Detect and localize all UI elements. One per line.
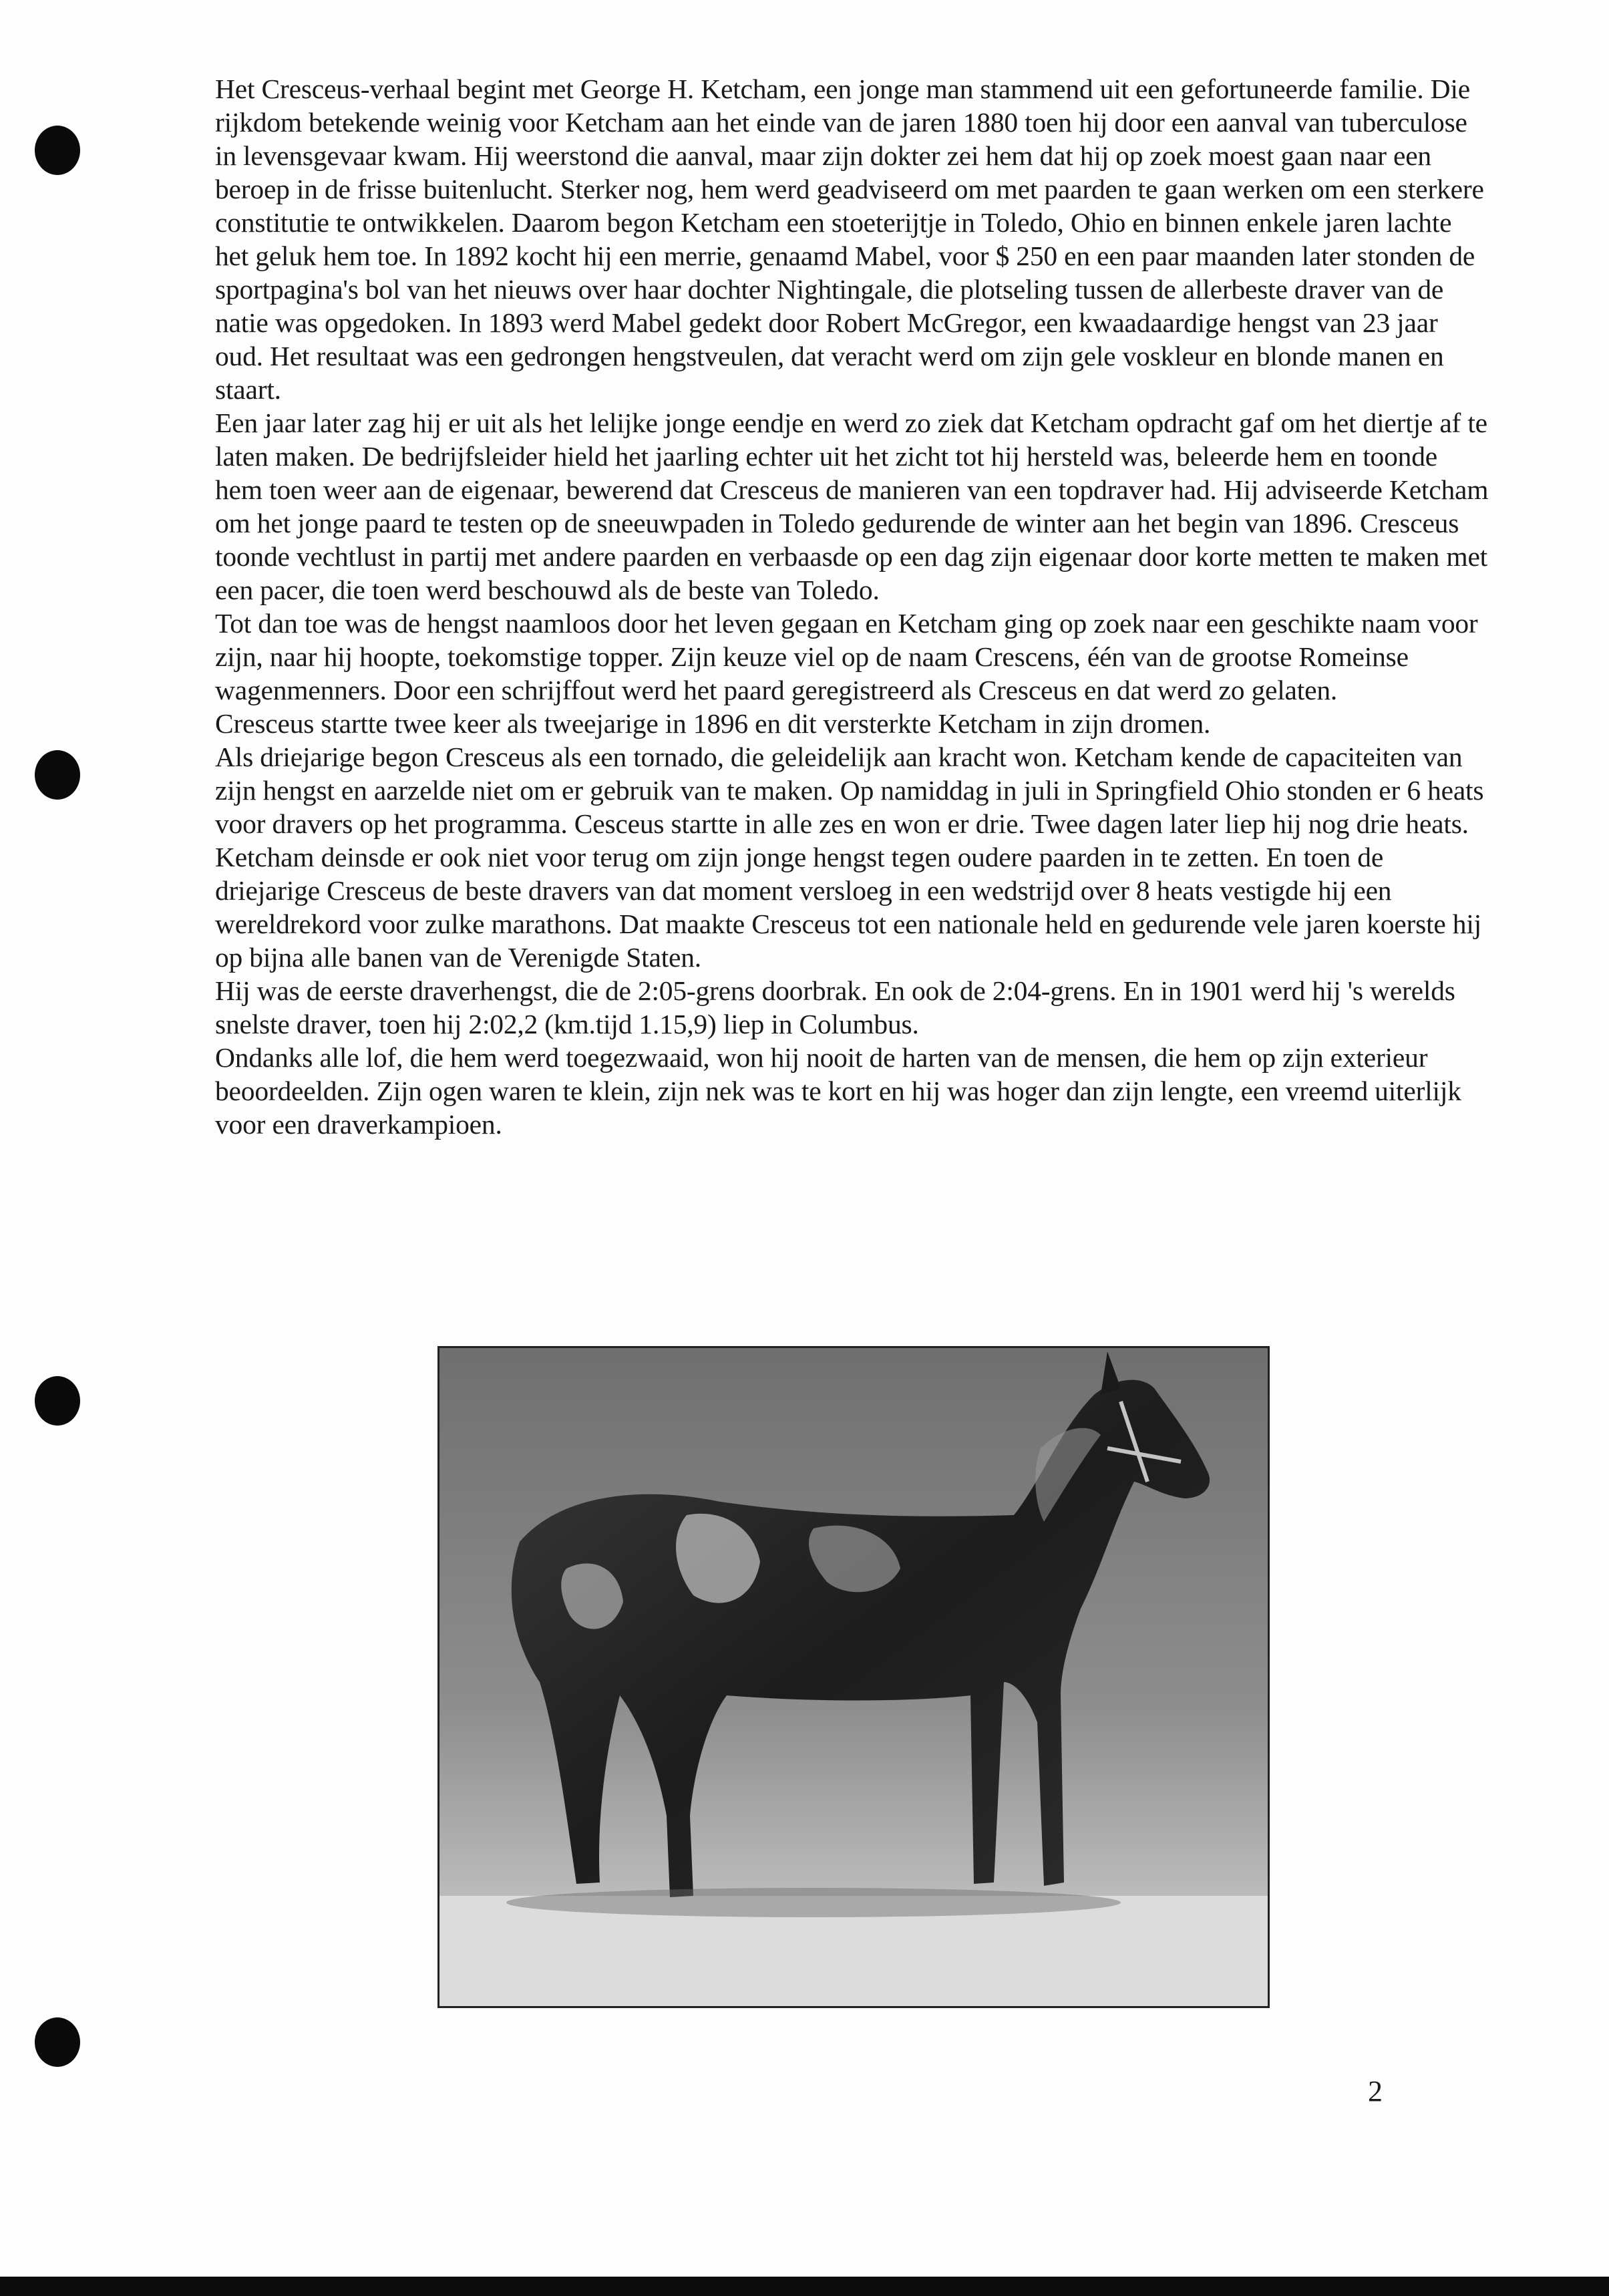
horse-icon <box>439 1348 1268 2006</box>
paragraph: Ondanks alle lof, die hem werd toegezwaaid, won hij nooit de harten van de mensen, die hem op zijn exterieur beoordeelden. Zijn ogen waren te klein, zijn nek was te kort en hij was hoger dan zijn lengte, een vreemd uiterlijk voor een draverkampioen. <box>215 1042 1461 1140</box>
paragraph: Hij was de eerste draverhengst, die de 2:05-grens doorbrak. En ook de 2:04-grens. En in 1901 werd hij 's werelds snelste draver, toen hij 2:02,2 (km.tijd 1.15,9) liep in Columbus. <box>215 975 1455 1039</box>
horse-photo <box>437 1346 1270 2008</box>
punch-hole <box>35 2017 80 2067</box>
paragraph: Als driejarige begon Cresceus als een tornado, die geleidelijk aan kracht won. Ketcham kende de capaciteiten van zijn hengst en aarzelde niet om er gebruik van te maken. Op namiddag in juli in Springfield Ohio stonden er 6 heats voor dravers op het programma. Cesceus startte in alle zes en won er drie. Twee dagen later liep hij nog drie heats. Ketcham deinsde er ook niet voor terug om zijn jonge hengst tegen oudere paarden in te zetten. En toen de driejarige Cresceus de beste dravers van dat moment versloeg in een wedstrijd over 8 heats vestigde hij een wereldrekord voor zulke marathons. Dat maakte Cresceus tot een nationale held en gedurende vele jaren koerste hij op bijna alle banen van de Verenigde Staten. <box>215 742 1484 973</box>
page-number: 2 <box>1368 2075 1383 2108</box>
punch-hole <box>35 750 80 800</box>
body-text <box>215 72 1491 1141</box>
paragraph: Tot dan toe was de hengst naamloos door het leven gegaan en Ketcham ging op zoek naar een geschikte naam voor zijn, naar hij hoopte, toekomstige topper. Zijn keuze viel op de naam Crescens, één van de grootse Romeinse wagenmenners. Door een schrijffout werd het paard geregistreerd als Cresceus en dat werd zo gelaten. <box>215 608 1478 705</box>
paragraph: Cresceus startte twee keer als tweejarige in 1896 en dit versterkte Ketcham in zijn dromen. <box>215 708 1211 739</box>
punch-hole <box>35 1376 80 1426</box>
paragraph: Het Cresceus-verhaal begint met George H. Ketcham, een jonge man stammend uit een gefortuneerde familie. Die rijkdom betekende weinig voor Ketcham aan het einde van de jaren 1880 toen hij door een aanval van tuberculose in levensgevaar kwam. Hij weerstond die aanval, maar zijn dokter zei hem dat hij op zoek moest gaan naar een beroep in de frisse buitenlucht. Sterker nog, hem werd geadviseerd om met paarden te gaan werken om een sterkere constitutie te ontwikkelen. Daarom begon Ketcham een stoeterijtje in Toledo, Ohio en binnen enkele jaren lachte het geluk hem toe. In 1892 kocht hij een merrie, genaamd Mabel, voor $ 250 en een paar maanden later stonden de sportpagina's bol van het nieuws over haar dochter Nightingale, die plotseling tussen de allerbeste draver van de natie was opgedoken. In 1893 werd Mabel gedekt door Robert McGregor, een kwaadaardige hengst van 23 jaar oud. Het resultaat was een gedrongen hengstveulen, dat veracht werd om zijn gele voskleur en blonde manen en staart. <box>215 73 1484 405</box>
paragraph: Een jaar later zag hij er uit als het lelijke jonge eendje en werd zo ziek dat Ketcham opdracht gaf om het diertje af te laten maken. De bedrijfsleider hield het jaarling echter uit het zicht tot hij hersteld was, beleerde hem en toonde hem toen weer aan de eigenaar, bewerend dat Cresceus de manieren van een topdraver had. Hij adviseerde Ketcham om het jonge paard te testen op de sneeuwpaden in Toledo gedurende de winter aan het begin van 1896. Cresceus toonde vechtlust in partij met andere paarden en verbaasde op een dag zijn eigenaar door korte metten te maken met een pacer, die toen werd beschouwd als de beste van Toledo. <box>215 407 1489 605</box>
punch-hole <box>35 126 80 175</box>
scan-edge <box>0 2277 1609 2296</box>
